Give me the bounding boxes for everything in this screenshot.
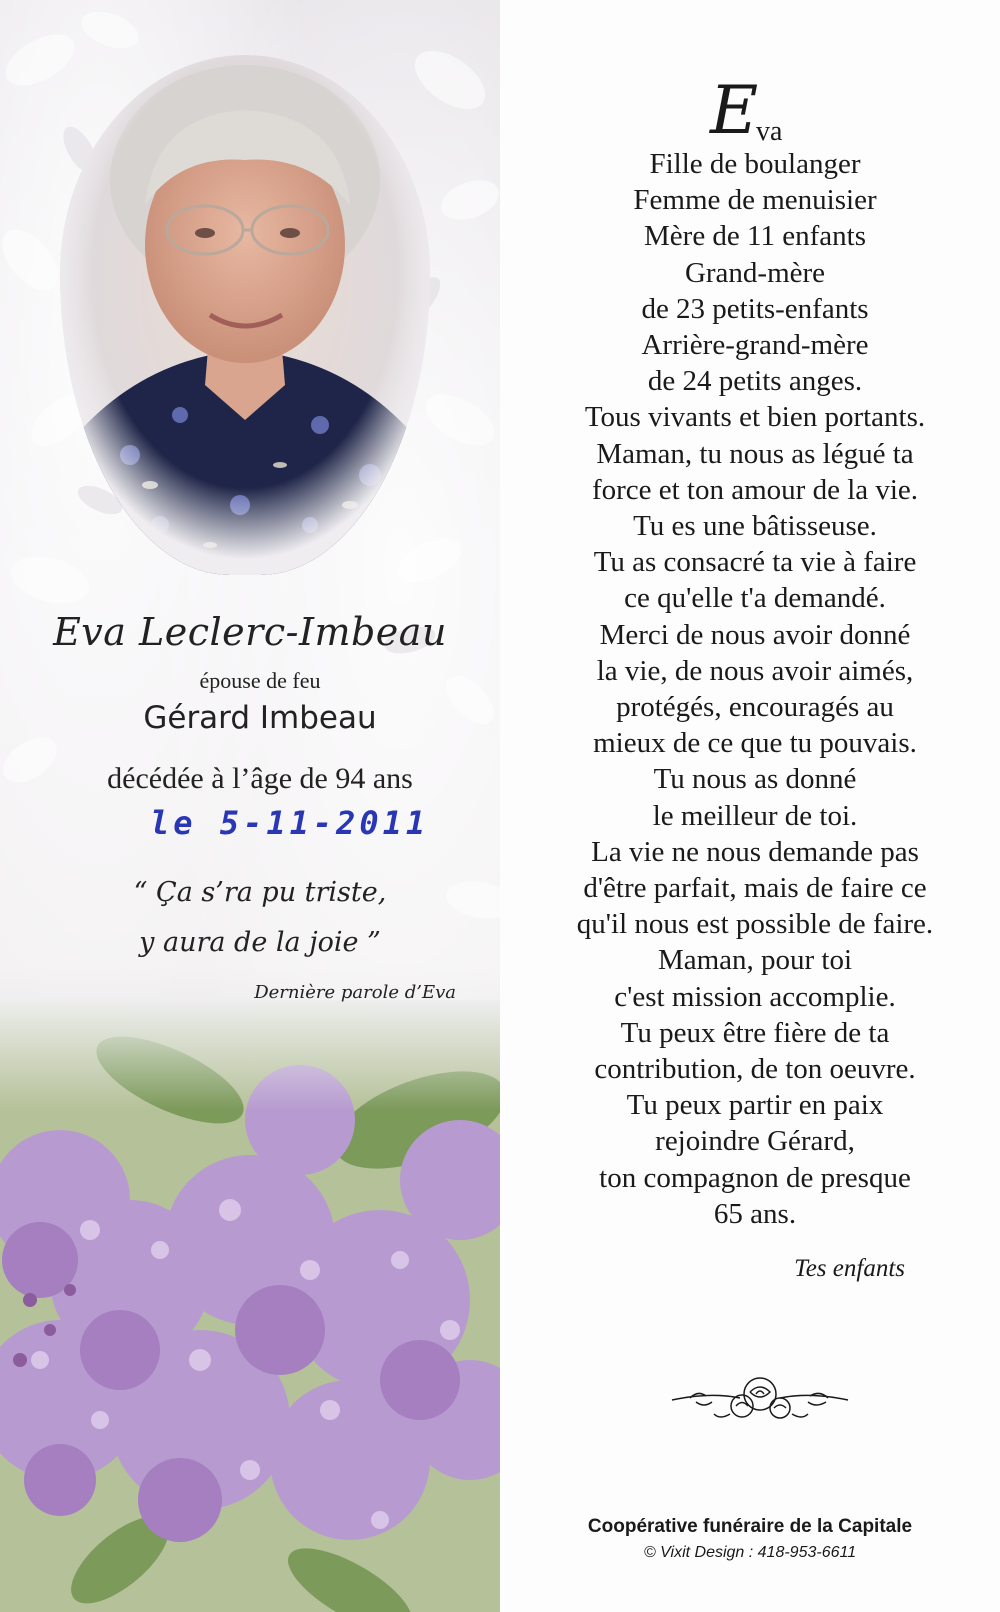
signature: Tes enfants: [794, 1255, 905, 1282]
poem-line: rejoindre Gérard,: [655, 1125, 855, 1158]
poem-line: Femme de menuisier: [633, 184, 877, 217]
poem-line: contribution, de ton oeuvre.: [594, 1053, 916, 1086]
poem-line: d'être parfait, mais de faire ce: [583, 872, 927, 905]
last-words-quote: [10, 868, 500, 968]
poem-line: Merci de nous avoir donné: [599, 618, 911, 651]
deceased-name: Eva Leclerc-Imbeau: [53, 610, 447, 654]
spouse-intro: épouse de feu: [199, 668, 321, 693]
poem-line: Tu nous as donné: [653, 763, 857, 796]
poem-line: de 23 petits-enfants: [641, 292, 869, 325]
poem-line: Fille de boulanger: [649, 148, 861, 180]
memorial-card-back: [500, 0, 1000, 1612]
poem-line: Tu peux être fière de ta: [620, 1016, 890, 1049]
age-at-death: décédée à l’âge de 94 ans: [107, 762, 413, 795]
poem-line: protégés, encouragés au: [616, 691, 894, 724]
quote-attribution: Dernière parole d’Eva: [254, 982, 456, 1003]
quote-line-2: y aura de la joie ”: [139, 927, 381, 958]
lilac-flowers-image: [0, 1000, 500, 1612]
funeral-home-name: Coopérative funéraire de la Capitale: [587, 1516, 913, 1537]
poem-title: [710, 72, 830, 152]
poem-line: 65 ans.: [713, 1197, 797, 1230]
poem-line: c'est mission accomplie.: [614, 980, 896, 1013]
rose-ornament-icon: [670, 1368, 850, 1428]
poem-line: Tu as consacré ta vie à faire: [593, 546, 917, 579]
poem-line: Maman, tu nous as légué ta: [596, 437, 914, 470]
poem-line: Maman, pour toi: [657, 944, 853, 977]
spouse-name: Gérard Imbeau: [143, 700, 377, 736]
poem-line: La vie ne nous demande pas: [591, 835, 919, 868]
poem-line: le meilleur de toi.: [652, 799, 858, 832]
poem-line: Grand-mère: [684, 256, 826, 289]
poem-line: la vie, de nous avoir aimés,: [596, 654, 914, 687]
handwritten-date: le 5-11-2011: [150, 804, 430, 842]
title-drop-cap: E: [710, 72, 759, 149]
designer-credit: © Vixit Design : 418-953-6611: [643, 1544, 857, 1561]
poem-line: Tous vivants et bien portants.: [584, 401, 926, 434]
poem-line: de 24 petits anges.: [647, 365, 863, 398]
poem-line: ton compagnon de presque: [599, 1161, 911, 1194]
poem-line: Tu peux partir en paix: [626, 1089, 884, 1122]
poem-line: Arrière-grand-mère: [641, 329, 869, 362]
poem-line: Mère de 11 enfants: [644, 220, 866, 253]
poem-line: mieux de ce que tu pouvais.: [593, 727, 917, 760]
poem-line: ce qu'elle t'a demandé.: [624, 582, 886, 615]
tribute-poem: [500, 146, 1000, 1232]
poem-line: force et ton amour de la vie.: [591, 473, 919, 506]
quote-line-1: “ Ça s’ra pu triste,: [133, 877, 387, 908]
poem-line: Tu es une bâtisseuse.: [633, 510, 877, 543]
title-rest: va: [756, 116, 783, 147]
poem-line: qu'il nous est possible de faire.: [576, 908, 934, 941]
